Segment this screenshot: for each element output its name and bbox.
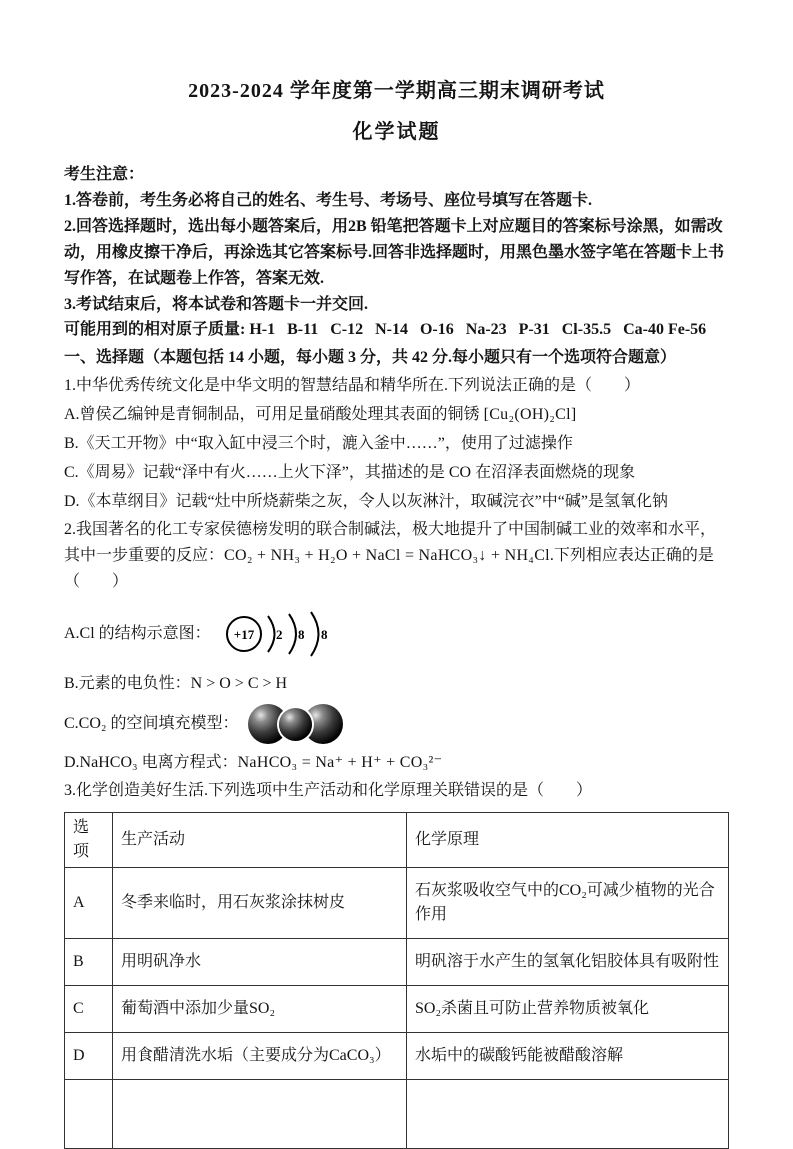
q2-stem — [64, 517, 729, 595]
q3-empty-cell-1 — [65, 1080, 113, 1149]
q3-empty-cell-3 — [407, 1080, 729, 1149]
table-row-empty — [65, 1080, 729, 1149]
notice-section — [64, 162, 729, 343]
shell-3-electrons: 8 — [320, 626, 328, 642]
table-row-c — [65, 986, 729, 1033]
notice-item-1: 1.答卷前，考生务必将自己的姓名、考生号、考场号、座位号填写在答题卡. — [64, 191, 593, 209]
q1-stem: 1.中华优秀传统文化是中华文明的智慧结晶和精华所在.下列说法正确的是（ ） — [64, 377, 641, 395]
notice-item-3: 3.考试结束后，将本试卷和答题卡一并交回. — [64, 295, 369, 313]
q3-empty-cell-2 — [113, 1080, 407, 1149]
q3-header-activity: 生产活动 — [113, 813, 407, 868]
q3-header-option: 选项 — [65, 813, 113, 868]
q1-option-c: C.《周易》记载“泽中有火……上火下泽”，其描述的是 CO 在沼泽表面燃烧的现象 — [64, 463, 636, 481]
atomic-structure-diagram — [221, 603, 339, 665]
q3-row-c-principle: SO₂杀菌且可防止营养物质被氧化 — [407, 986, 729, 1033]
page-title: 2023-2024 学年度第一学期高三期末调研考试 — [188, 80, 605, 102]
table-row-a — [65, 868, 729, 939]
q3-row-a-activity: 冬季来临时，用石灰浆涂抹树皮 — [113, 868, 407, 939]
notice-item-2: 2.回答选择题时，选出每小题答案后，用2B 铅笔把答题卡上对应题目的答案标号涂黑，如需改动，用橡皮擦干净后，再涂选其它答案标号.回答非选择题时，用黑色墨水签字笔在答题卡上书写作答，在试题卷上作答，答案无效. — [64, 217, 725, 287]
q1-option-d: D.《本草纲目》记载“灶中所烧薪柴之灰，令人以灰淋汁，取碱浣衣”中“碱”是氢氧化钠 — [64, 492, 668, 510]
q1-option-a — [64, 402, 729, 428]
q1-option-b: B.《天工开物》中“取入缸中浸三个时，漉入釜中……”，使用了过滤操作 — [64, 435, 573, 453]
q2-option-c-label: C.CO₂ 的空间填充模型： — [64, 715, 239, 733]
q2-option-d-label: D.NaHCO₃ 电离方程式： — [64, 754, 238, 772]
q3-stem: 3.化学创造美好生活.下列选项中生产活动和化学原理关联错误的是（ ） — [64, 782, 593, 800]
q3-row-d-option: D — [65, 1033, 113, 1080]
q2-stem-after: .下列相应表达正确的是（ ） — [64, 546, 714, 590]
shell-arc-1 — [268, 616, 275, 652]
notice-heading: 考生注意： — [64, 166, 145, 183]
shell-1-electrons: 2 — [275, 626, 283, 642]
q1-option-a-text: A.曾侯乙编钟是青铜制品，可用足量硝酸处理其表面的铜锈 — [64, 406, 480, 424]
q3-table — [64, 812, 729, 1149]
q2-option-c — [64, 704, 729, 744]
q2-option-d — [64, 750, 729, 776]
q3-row-d-principle: 水垢中的碳酸钙能被醋酸溶解 — [407, 1033, 729, 1080]
q2-ionization-equation: NaHCO₃ = Na⁺ + H⁺ + CO₃²⁻ — [237, 754, 443, 772]
shell-arc-2 — [289, 614, 296, 654]
q2-stem-before: 2.我国著名的化工专家侯德榜发明的联合制碱法，极大地提升了中国制碱工业的效率和水平，其中一步重要的反应： — [64, 520, 717, 564]
q2-option-a — [64, 603, 729, 665]
q3-row-a-option: A — [65, 868, 113, 939]
question-3 — [64, 778, 729, 1149]
q2-option-b: B.元素的电负性：N > O > C > H — [64, 674, 288, 692]
shell-2-electrons: 8 — [297, 626, 305, 642]
page-subtitle: 化学试题 — [352, 121, 441, 143]
section-one-heading: 一、选择题（本题包括 14 小题，每小题 3 分，共 42 分.每小题只有一个选项符合题意） — [64, 349, 677, 367]
question-2 — [64, 517, 729, 777]
nucleus-charge: +17 — [233, 626, 254, 642]
table-header-row — [65, 813, 729, 868]
q3-row-c-option: C — [65, 986, 113, 1033]
q2-reaction-equation: CO₂ + NH₃ + H₂O + NaCl = NaHCO₃↓ + NH₄Cl — [224, 546, 550, 564]
q2-option-a-label: A.Cl 的结构示意图： — [64, 624, 211, 642]
q3-row-b-activity: 用明矾净水 — [113, 939, 407, 986]
q1-option-a-formula: [Cu₂(OH)₂Cl] — [483, 406, 577, 424]
question-1 — [64, 373, 729, 515]
q3-row-b-principle: 明矾溶于水产生的氢氧化铝胶体具有吸附性 — [407, 939, 729, 986]
co2-space-filling-model — [248, 704, 343, 744]
shell-arc-3 — [311, 612, 319, 656]
q3-header-principle: 化学原理 — [407, 813, 729, 868]
table-row-b — [65, 939, 729, 986]
atomic-masses-line: 可能用到的相对原子质量: H-1 B-11 C-12 N-14 O-16 Na-23 P-31 Cl-35.5 Ca-40 Fe-56 — [64, 321, 707, 339]
q3-row-b-option: B — [65, 939, 113, 986]
q3-row-c-activity: 葡萄酒中添加少量SO₂ — [113, 986, 407, 1033]
q3-row-a-principle: 石灰浆吸收空气中的CO₂可减少植物的光合作用 — [407, 868, 729, 939]
q3-row-d-activity: 用食醋清洗水垢（主要成分为CaCO₃） — [113, 1033, 407, 1080]
table-row-d — [65, 1033, 729, 1080]
